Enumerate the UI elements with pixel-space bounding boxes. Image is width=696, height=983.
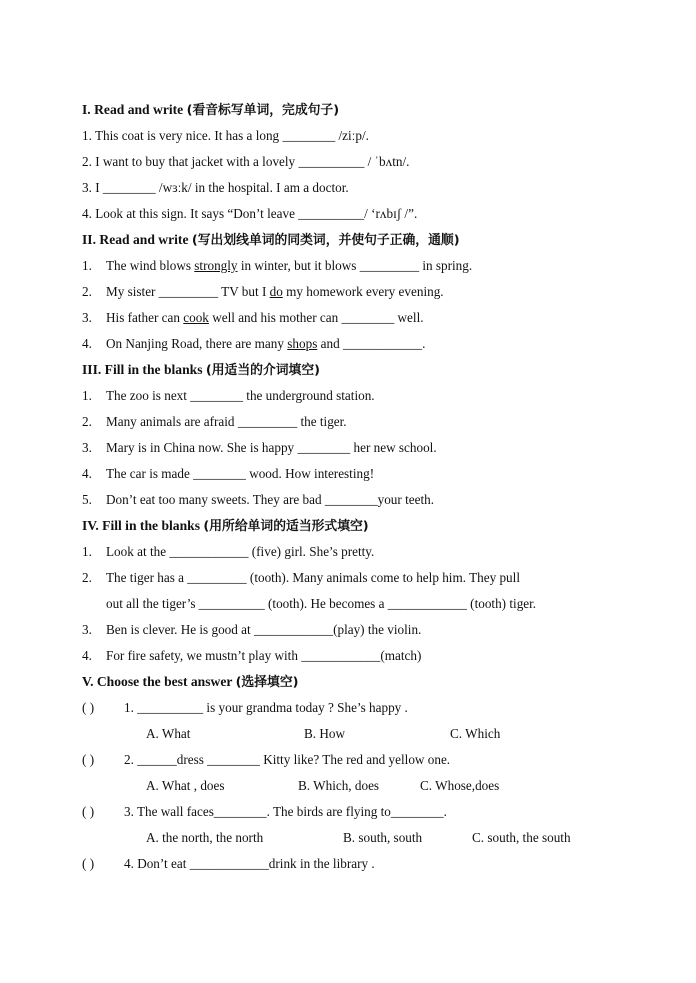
text-part: My sister _________ TV but I: [106, 284, 270, 299]
item-text: Don’t eat too many sweets. They are bad ________your teeth.: [106, 492, 435, 507]
s1-item-1: 1. This coat is very nice. It has a long ________ /ziːp/.: [82, 128, 369, 143]
section-4-title-cn: (用所给单词的适当形式填空): [203, 519, 369, 534]
text-part: His father can: [106, 310, 184, 325]
q3-option-c: C. south, the south: [472, 830, 571, 845]
item-number: 4.: [82, 648, 92, 663]
section-4-title: IV. Fill in the blanks: [82, 518, 200, 533]
q3-option-a: A. the north, the north: [146, 830, 264, 845]
item-number: 2.: [82, 414, 92, 429]
s4-item-4: [82, 647, 421, 665]
s4-item-2: [82, 569, 520, 587]
item-text: The zoo is next ________ the underground station.: [106, 388, 375, 403]
s1-item-3: 3. I ________ /wɜːk/ in the hospital. I am a doctor.: [82, 180, 349, 195]
section-5-heading: [82, 673, 298, 692]
s3-item-3: [82, 439, 437, 457]
s4-item-1: [82, 543, 374, 561]
section-5-title-cn: (选择填空): [235, 675, 299, 690]
s5-question-3: [82, 803, 447, 821]
s3-item-2: [82, 413, 347, 431]
underlined-word: strongly: [194, 258, 238, 273]
s2-item-3: [82, 309, 424, 327]
text-part: my homework every evening.: [282, 284, 444, 299]
answer-bracket[interactable]: ( ): [82, 752, 95, 767]
q1-option-c: C. Which: [450, 726, 501, 741]
section-1-title: I. Read and write: [82, 102, 184, 117]
underlined-word: cook: [183, 310, 209, 325]
section-2-title: II. Read and write: [82, 232, 189, 247]
text-part: and ____________.: [317, 336, 426, 351]
item-text: Look at the ____________ (five) girl. She’s pretty.: [106, 544, 375, 559]
underlined-word: shops: [287, 336, 318, 351]
item-number: 1.: [82, 258, 92, 273]
section-4-heading: [82, 517, 369, 536]
s3-item-1: [82, 387, 375, 405]
q2-option-a: A. What , does: [146, 778, 225, 793]
item-number: 4.: [82, 466, 92, 481]
q1-option-a: A. What: [146, 726, 191, 741]
q1-option-b: B. How: [304, 726, 346, 741]
s4-item-2-cont: [82, 595, 536, 613]
section-5-title: V. Choose the best answer: [82, 674, 233, 689]
item-number: 2.: [82, 570, 92, 585]
section-1-heading: [82, 101, 339, 120]
item-number: 5.: [82, 492, 92, 507]
section-3-heading: [82, 361, 320, 380]
s3-item-4: [82, 465, 374, 483]
item-text: Mary is in China now. She is happy ________ her new school.: [106, 440, 437, 455]
item-text: For fire safety, we mustn’t play with ____________(match): [106, 648, 422, 663]
item-number: 3.: [82, 440, 92, 455]
item-text: The car is made ________ wood. How interesting!: [106, 466, 375, 481]
item-text: Many animals are afraid _________ the tiger.: [106, 414, 347, 429]
text-part: well and his mother can ________ well.: [208, 310, 424, 325]
q2-option-c: C. Whose,does: [420, 778, 500, 793]
q3-option-b: B. south, south: [343, 830, 423, 845]
item-text: The tiger has a _________ (tooth). Many animals come to help him. They pull: [106, 570, 520, 585]
item-number: 1.: [82, 388, 92, 403]
question-text: 3. The wall faces________. The birds are flying to________.: [124, 804, 447, 819]
q2-option-b: B. Which, does: [298, 778, 380, 793]
item-text: out all the tiger’s __________ (tooth). He becomes a ____________ (tooth) tiger.: [106, 596, 537, 611]
section-2-title-cn: (写出划线单词的同类词，并使句子正确，通顺): [191, 233, 460, 248]
text-part: The wind blows: [106, 258, 195, 273]
s4-item-3: [82, 621, 421, 639]
s2-item-4: [82, 335, 425, 353]
item-text: Ben is clever. He is good at ____________(play) the violin.: [106, 622, 422, 637]
underlined-word: do: [269, 284, 283, 299]
s1-item-4: 4. Look at this sign. It says “Don’t leave __________/ ‘rʌbɪʃ /”.: [82, 206, 418, 221]
item-number: 3.: [82, 310, 92, 325]
section-3-title-cn: (用适当的介词填空): [205, 363, 320, 378]
answer-bracket[interactable]: ( ): [82, 700, 95, 715]
s5-question-2: [82, 751, 450, 769]
section-1-title-cn: (看音标写单词，完成句子): [186, 103, 340, 118]
question-text: 2. ______dress ________ Kitty like? The red and yellow one.: [124, 752, 451, 767]
s5-question-1: [82, 699, 408, 717]
section-2-heading: [82, 231, 460, 250]
s1-item-2: 2. I want to buy that jacket with a lovely __________ / ˈbʌtn/.: [82, 154, 410, 169]
section-3-title: III. Fill in the blanks: [82, 362, 203, 377]
question-text: 4. Don’t eat ____________drink in the library .: [124, 856, 375, 871]
text-part: On Nanjing Road, there are many: [106, 336, 288, 351]
item-number: 2.: [82, 284, 92, 299]
item-number: 4.: [82, 336, 92, 351]
s2-item-2: [82, 283, 444, 301]
item-number: 3.: [82, 622, 92, 637]
answer-bracket[interactable]: ( ): [82, 804, 95, 819]
s3-item-5: [82, 491, 434, 509]
answer-bracket[interactable]: ( ): [82, 856, 95, 871]
item-number: 1.: [82, 544, 92, 559]
s2-item-1: [82, 257, 472, 275]
question-text: 1. __________ is your grandma today ? She’s happy .: [124, 700, 408, 715]
text-part: in winter, but it blows _________ in spring.: [237, 258, 473, 273]
s5-question-4: [82, 855, 375, 873]
